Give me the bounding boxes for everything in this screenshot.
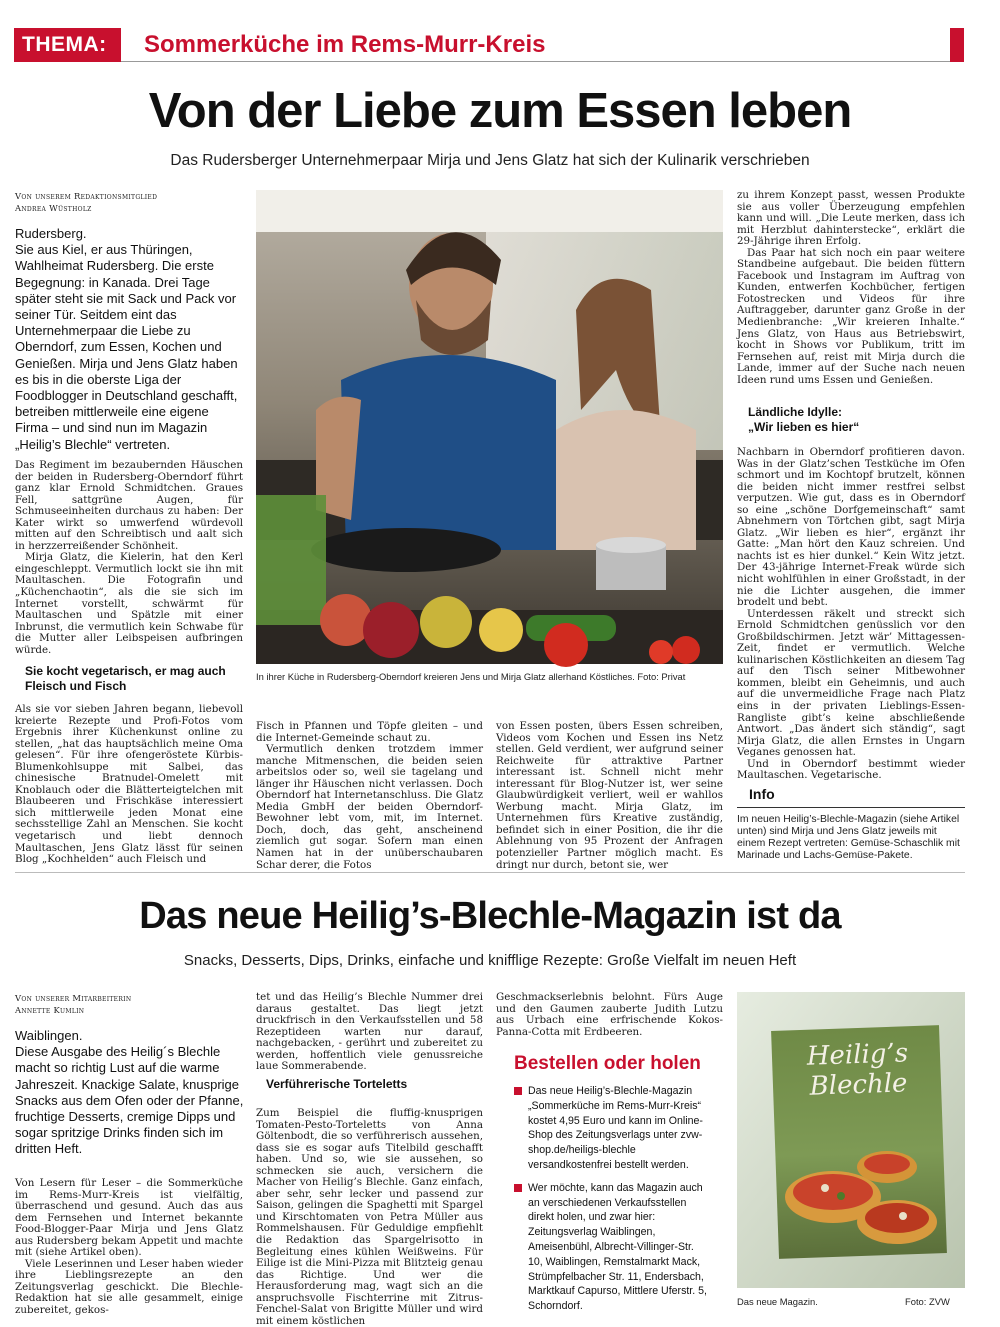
article1-col1b xyxy=(15,704,243,866)
article1-lead: Rudersberg. Sie aus Kiel, er aus Thüringen, Wahlheimat Rudersberg. Die erste Begegnung: in Kanada. Drei Tage später steht sie mit Sack und Pack vor seiner Tür. Seitdem eint das Unternehmerpaar die Liebe zu Oberndorf, zum Essen, Kochen und Genießen. Mirja und Jens Glatz haben es bis in die oberste Liga der Foodblogger in Deutschland geschafft, betreiben mittlerweile eine eigene Firma – und sind nun im Magazin „Heilig’s Blechle“ vertreten. xyxy=(15,226,238,452)
paragraph: Fisch in Pfannen und Töpfe gleiten – und die Internet-Gemeinde schaut zu. xyxy=(256,720,483,744)
paragraph: Nachbarn in Oberndorf profitieren davon. Was in der Glatz’schen Testküche im Ofen schmort und im Kochtopf brutzelt, können die beiden nicht immer restfrei selbst verputzen. Wie gut, dass es in Oberndorf so eine „schöne Dorfgemeinschaft“ samt Abnehmern von Törtchen gibt, sagt Mirja Glatz. „Wir lieben es hier“, ergänzt ihr Gatte: „Man hört den Kauz schreien. Und nachts ist es hier dunkel.“ Kein Witz jetzt. Der 43-jährige Internet-Freak würde sich nicht wohlfühlen in einer Großstadt, in der nie die Lichter ausgehen, die immer brodelt und bebt. xyxy=(737,446,965,609)
info-box xyxy=(737,785,965,862)
article2-col2b xyxy=(256,1108,483,1327)
article1-photo xyxy=(256,190,723,664)
paragraph: von Essen posten, übers Essen schreiben, Videos vom Kochen und Essen ins Netz stellen. Geld verdient, wer aufgrund seiner Reichweite für attraktive Partner interessant ist. Schnell nicht mehr interessant für Blog-Nutzer ist, wer seine Glaubwürdigkeit verliert, weil er wahllos Werbung macht. Mirja Glatz, im Unternehmen fürs Kreative zuständig, befindet sich in einer Position, die ihr die Ablehnung von 95 Prozent der Anfragen potenzieller Partner möglich macht. Es dringt nur durch, betont sie, wer xyxy=(496,720,723,871)
article2-subhead1: Verführerische Torteletts xyxy=(266,1077,408,1091)
magazine-photo xyxy=(737,992,965,1288)
article2-headline: Das neue Heilig’s-Blechle-Magazin ist da xyxy=(139,895,841,937)
article2-col1 xyxy=(15,1178,243,1317)
magazine-cover-illustration xyxy=(737,992,965,1288)
paragraph: Unterdessen räkelt und streckt sich Ernold Schmidtchen genüsslich vor den Großbildschirmen. Jetzt wär’ Mittagessen-Zeit, findet er vermutlich. Welche kulinarischen Köstlichkeiten an diesem Tag auf den Tisch seiner Mitbewohner kommen, bleibt ein Geheimnis, und auch auf die unvermeidliche Frage nach Platz eins in der privaten Lieblings-Essen-Rangliste gibt’s keine abschließende Antwort. „Das ändert sich ständig“, sagt Mirja Glatz, die allen Ernstes in Ungarn Veganes genossen hat. xyxy=(737,607,965,759)
info-title: Info xyxy=(737,785,965,808)
order-item-text: Wer möchte, kann das Magazin auch an verschiedenen Verkaufsstellen direkt holen, und zwar hier: Zeitungsverlag Waiblingen, Ameisenbühl, Albrecht-Villinger-Str. 10, Waiblingen, Remstalmarkt Mack, Strümpfelbacher Str. 11, Endersbach, Marktkauf Capurso, Mittlere Uferstr. 5, Schorndorf. xyxy=(528,1181,707,1313)
magazine-caption: Das neue Magazin. xyxy=(737,1296,818,1307)
order-box xyxy=(514,1052,710,1314)
article-divider xyxy=(15,872,965,873)
paragraph: Das Paar hat sich noch ein paar weitere Standbeine aufgebaut. Die beiden füttern Facebook und Instagram im Auftrag von Kunden, entwerfen Kochbücher, fertigen Fotostrecken und Videos für ihre Auftraggeber, darunter ganz Große in der Medienbranche: „Wir kreieren Inhalte.“ Jens Glatz, von Haus aus Betriebswirt, kocht in Shows vor Publikum, tritt im Fernsehen auf, reist mit Mirja durch die Lande, immer auf der Suche nach neuen Ideen rund ums Essen und Genießen. xyxy=(737,246,965,386)
order-item-text: Das neue Heilig’s-Blechle-Magazin „Sommerküche im Rems-Murr-Kreis“ kostet 4,95 Euro und kann im Online-Shop des Zeitungsverlags unter zvw-shop.de/heiligs-blechle versandkostenfrei bestellt werden. xyxy=(528,1085,703,1171)
bullet-square-icon xyxy=(514,1087,522,1095)
order-item xyxy=(514,1181,710,1314)
bullet-square-icon xyxy=(514,1184,522,1192)
byline-author: Andrea Wüstholz xyxy=(15,203,92,213)
magazine-credit: Foto: ZVW xyxy=(905,1296,950,1307)
magazine-cover-title: Heilig’s Blechle xyxy=(806,1038,909,1102)
paragraph: Als sie vor sieben Jahren begann, liebevoll kreierte Rezepte und Profi-Fotos vom Ergebnis ihrer Küchenkunst online zu stellen, „hat das hauptsächlich meine Oma gelesen“. Für ihre ofengeröstete Kürbis-Blumenkohlsuppe mit Salbei, das chinesische Bratnudel-Omelett mit Knoblauch oder die Blätterteigtelchen mit Blaubeeren und Frischkäse interessiert sich mittlerweile jeden Monat eine sechsstellige Zahl an Menschen. Sie kocht vegetarisch und liebt dennoch Maultaschen, Jens Glatz lässt für seinen Blog „Kochhelden“ auch Fleisch und xyxy=(15,703,243,866)
article1-byline xyxy=(15,190,245,214)
photo-caption: In ihrer Küche in Rudersberg-Oberndorf kreieren Jens und Mirja Glatz allerhand Köstliches. Foto: Privat xyxy=(256,671,686,682)
paragraph: Vermutlich denken trotzdem immer manche Mitmenschen, die beiden seien arbeitslos oder so, weil sie tagelang und länger ihr Häuschen nicht verlassen. Doch Oberndorf hat Internetanschluss. Die Glatz Media GmbH der beiden Oberndorf-Bewohner lebt vom, mit, im Internet. Doch, doch, das geht, anscheinend ziemlich gut sogar. Sofern man einen Namen hat in der unüberschaubaren Schar derer, die Fotos xyxy=(256,743,483,871)
article2-col2 xyxy=(256,992,483,1073)
article1-col1 xyxy=(15,460,243,656)
paragraph: tet und das Heilig’s Blechle Nummer drei daraus gestaltet. Das liegt jetzt druckfrisch in den Verkaufsstellen und 58 Rezeptideen warten nur darauf, nachgebacken, - gerührt und zubereitet zu werden, hoffentlich viele genussreiche laue Sommerabende. xyxy=(256,991,483,1073)
article1-subhead1: Sie kocht vegetarisch, er mag auch Fleisch und Fisch xyxy=(25,664,226,693)
article1-headline: Von der Liebe zum Essen leben xyxy=(148,84,852,138)
article1-col4b xyxy=(737,447,965,782)
article1-subhead2: Ländliche Idylle: „Wir lieben es hier“ xyxy=(748,405,860,434)
paragraph: Von Lesern für Leser – die Sommerküche im Rems-Murr-Kreis ist vielfältig, überraschend und gesund. Auch das aus dem Fernsehen und Internet bekannte Food-Blogger-Paar Mirja und Jens Glatz aus Rudersberg bekam Appetit und machte mit (siehe Artikel oben). xyxy=(15,1177,243,1259)
article1-col3 xyxy=(496,721,723,871)
article2-byline xyxy=(15,992,245,1016)
article2-subheadline: Snacks, Desserts, Dips, Drinks, einfache und knifflige Rezepte: Große Vielfalt im neuen Heft xyxy=(183,952,797,969)
paragraph: zu ihrem Konzept passt, wessen Produkte sie aus voller Überzeugung empfehlen kann und will. „Die Leute merken, dass ich mit Herzblut dahinterstecke“, erklärt die 29-Jährige ihren Erfolg. xyxy=(737,189,965,248)
article2-lead: Waiblingen. Diese Ausgabe des Heilig´s Blechle macht so richtig Lust auf die warme Jahreszeit. Knackige Salate, knusprige Snacks aus dem Ofen oder der Pfanne, fruchtige Desserts, cremige Dipps und sogar spritzige Drinks finden sich im dritten Heft. xyxy=(15,1028,244,1157)
section-title: Sommerküche im Rems-Murr-Kreis xyxy=(144,31,546,58)
byline-author: Annette Kumlin xyxy=(15,1005,85,1015)
byline-role: Von unserer Mitarbeiterin xyxy=(15,993,132,1003)
section-tag: THEMA: xyxy=(14,28,121,62)
kitchen-photo-illustration xyxy=(256,190,723,664)
paragraph: Mirja Glatz, die Kielerin, hat den Kerl eingeschleppt. Vermutlich lockt sie ihn mit Maultaschen. Die Fotografin und „Küchenchaotin“, als die sie sich im Internet vorstellt, schwärmt für Maultaschen und Spätzle mit einer Inbrunst, die vermutlich kein Schwabe für die Mutter aller Leibspeisen aufbringen würde. xyxy=(15,551,243,656)
paragraph: Das Regiment im bezaubernden Häuschen der beiden in Rudersberg-Oberndorf führt ganz klar Ernold Schmidtchen. Graues Fell, sattgrüne Augen, für Schmuseeinheiten durchaus zu haben: Der Kater wirkt so umwerfend würdevoll mitten auf den Schreibtisch und aalt sich in herzzerreißender Schönheit. xyxy=(15,459,243,552)
paragraph: Zum Beispiel die fluffig-knusprigen Tomaten-Pesto-Torteletts von Anna Göltenbodt, die so verführerisch aussehen, dass sie es sogar aufs Titelbild geschafft haben. Und so, wie sie aussehen, so schmecken sie auch, versichern die Macher von Heilig’s Blechle. Ganz einfach, aber sehr, sehr lecker und passend zur Saison, gelingen die Spaghetti mit Spargel und Kirschtomaten von Petra Müller aus Rommelshausen. Für Geduldige empfiehlt die Redaktion das Spargelrisotto in Begleitung eines kühlen Weißweins. Für Eilige ist die Mini-Pizza mit Blitzteig genau das Richtige. Und wer die Herausforderung mag, wagt sich an die anspruchsvolle Fischterrine mit Zitrus-Fenchel-Salat von Brigitte Müller und wird mit einem köstlichen xyxy=(256,1107,483,1327)
article1-subheadline: Das Rudersberger Unternehmerpaar Mirja und Jens Glatz hat sich der Kulinarik verschrieben xyxy=(170,152,810,169)
section-header xyxy=(14,28,964,62)
article1-col4 xyxy=(737,190,965,386)
paragraph: Geschmackserlebnis belohnt. Fürs Auge und den Gaumen zauberte Judith Lutzu aus Urbach eine erfrischende Kokos-Panna-Cotta mit Erdbeeren. xyxy=(496,991,723,1038)
article2-col3 xyxy=(496,992,723,1038)
article1-col2 xyxy=(256,721,483,871)
byline-role: Von unserem Redaktionsmitglied xyxy=(15,191,158,201)
paragraph: Und in Oberndorf bestimmt wieder Maultaschen. Vegetarische. xyxy=(737,757,965,782)
order-title: Bestellen oder holen xyxy=(514,1053,701,1074)
section-end-marker xyxy=(950,28,964,62)
paragraph: Viele Leserinnen und Leser haben wieder ihre Lieblingsrezepte an den Zeitungsverlag geschickt. Die Blechle-Redaktion hat sie alle gesammelt, einige zubereitet, gekos- xyxy=(15,1257,243,1317)
info-text: Im neuen Heilig’s-Blechle-Magazin (siehe Artikel unten) sind Mirja und Jens Glatz jeweils mit einem Rezept vertreten: Gemüse-Schaschlik mit Marinade und Lachs-Gemüse-Pakete. xyxy=(737,814,960,861)
order-item xyxy=(514,1084,710,1173)
